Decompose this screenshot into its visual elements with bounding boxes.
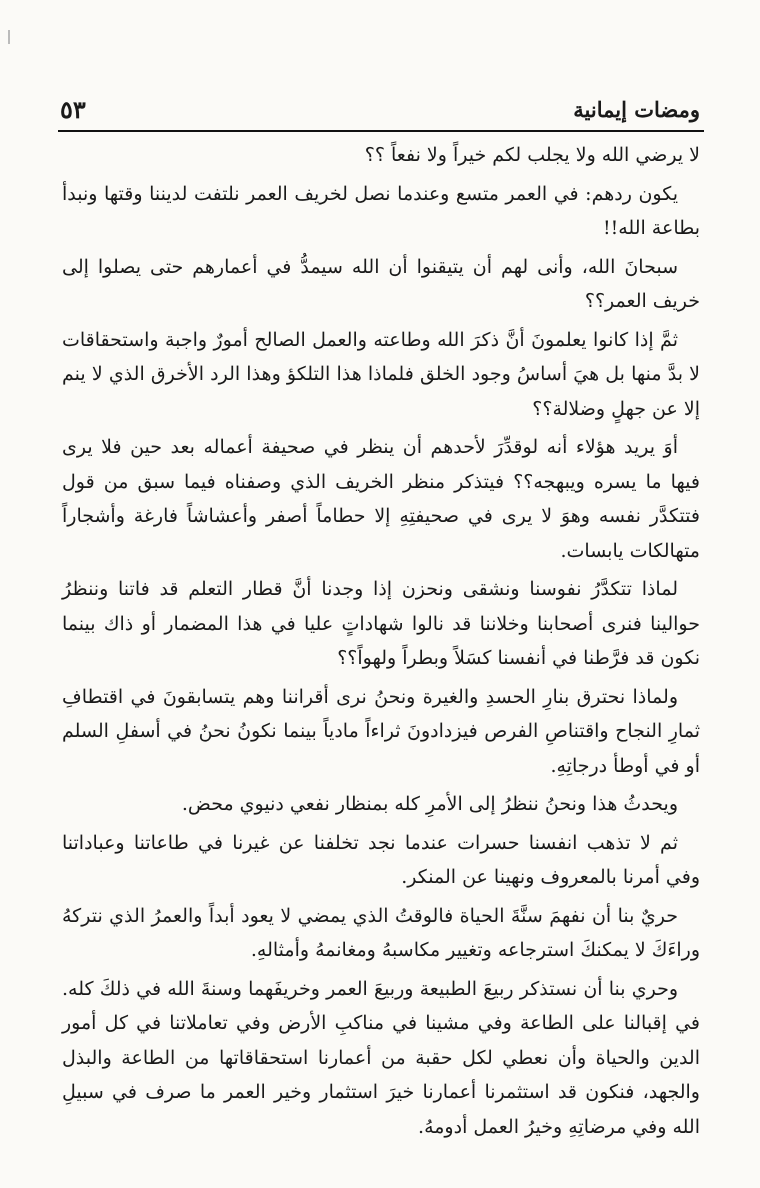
paragraph: ولماذا نحترق بنارِ الحسدِ والغيرة ونحنُ نرى أقراننا وهم يتسابقونَ في اقتطافِ ثمارِ النجاح واقتناصِ الفرص فيزدادونَ ثراءاً مادياً بينما نكونُ نحنُ في أسفلِ السلم أو في أوطأ درجاتِهِ. <box>62 685 700 777</box>
paragraph: لا يرضي الله ولا يجلب لكم خيراً ولا نفعاً ؟؟ <box>364 144 700 166</box>
paragraph: ويحدثُ هذا ونحنُ ننظرُ إلى الأمرِ كله بمنظار نفعي دنيوي محض. <box>181 793 678 815</box>
paragraph: أوَ يريد هؤلاء أنه لوقدِّرَ لأحدهم أن ينظر في صحيفة أعماله بعد حين فلا يرى فيها ما يسره ويبهجه؟؟ فيتذكر منظر الخريف الذي وصفناه فيما سبق من قول فتتكدَّر نفسه وهوَ لا يرى في صحيفتِهِ إلا حطاماً أصفر وأعشاشاً فارغة وأشجاراً متهالكات يابسات. <box>62 436 700 562</box>
paragraph: لماذا تتكدَّرُ نفوسنا ونشقى ونحزن إذا وجدنا أنَّ قطار التعلم قد فاتنا وننظرُ حوالينا فنرى أصحابنا وخلاننا قد نالوا شهاداتٍ عليا في هذا المضمار أو ذاك بينما نكون قد فرَّطنا في أنفسنا كسَلاً وبطراً ولهواً؟؟ <box>62 578 700 669</box>
paragraph: وحري بنا أن نستذكر ربيعَ الطبيعة وربيعَ العمر وخريفَهما وسنةَ الله في ذلكَ كله. في إقبالنا على الطاعة وفي مشينا في مناكبِ الأرض وفي تعاملاتنا في كل أمور الدين والحياة وأن نعطي لكل حقبة من أعمارنا استحقاقاتها من الطاعة والبذل والجهد، فنكون قد استثمرنا أعمارنا خيرَ استثمار وخير العمر ما صرف في سبيلِ الله وفي مرضاتِهِ وخيرُ العمل أدومهُ. <box>62 977 701 1138</box>
paragraph: حريٌ بنا أن نفهمَ سنَّةَ الحياة فالوقتُ الذي يمضي لا يعود أبداً والعمرُ الذي نتركهُ وراءَكَ لا يمكنكَ استرجاعه وتغيير مكاسبهُ ومغانمهُ وأمثالهِ. <box>62 904 700 961</box>
running-head: ومضات إيمانية <box>573 96 700 122</box>
paragraph: يكون ردهم: في العمر متسع وعندما نصل لخريف العمر نلتفت لديننا وقتها ونبدأ بطاعة الله!! <box>62 182 700 239</box>
body-text <box>62 138 700 1148</box>
header-rule <box>58 130 704 132</box>
page-header <box>60 92 700 126</box>
paragraph: ثمَّ إذا كانوا يعلمونَ أنَّ ذكرَ الله وطاعته والعمل الصالح أمورٌ واجبة واستحقاقات لا بدَّ منها بل هيَ أساسُ وجود الخلق فلماذا هذا التلكؤ وهذا الرد الأخرق الذي لا ينم إلا عن جهلٍ وضلالة؟؟ <box>62 328 700 420</box>
page-edge-mark <box>8 30 10 44</box>
paragraph: ثم لا تذهب انفسنا حسرات عندما نجد تخلفنا عن غيرنا في طاعاتنا وعباداتنا وفي أمرنا بالمعروف ونهينا عن المنكر. <box>62 831 700 888</box>
paragraph: سبحانَ الله، وأنى لهم أن يتيقنوا أن الله سيمدُّ في أعمارهم حتى يصلوا إلى خريف العمر؟؟ <box>62 255 700 312</box>
page-number: ٥٣ <box>60 94 86 124</box>
